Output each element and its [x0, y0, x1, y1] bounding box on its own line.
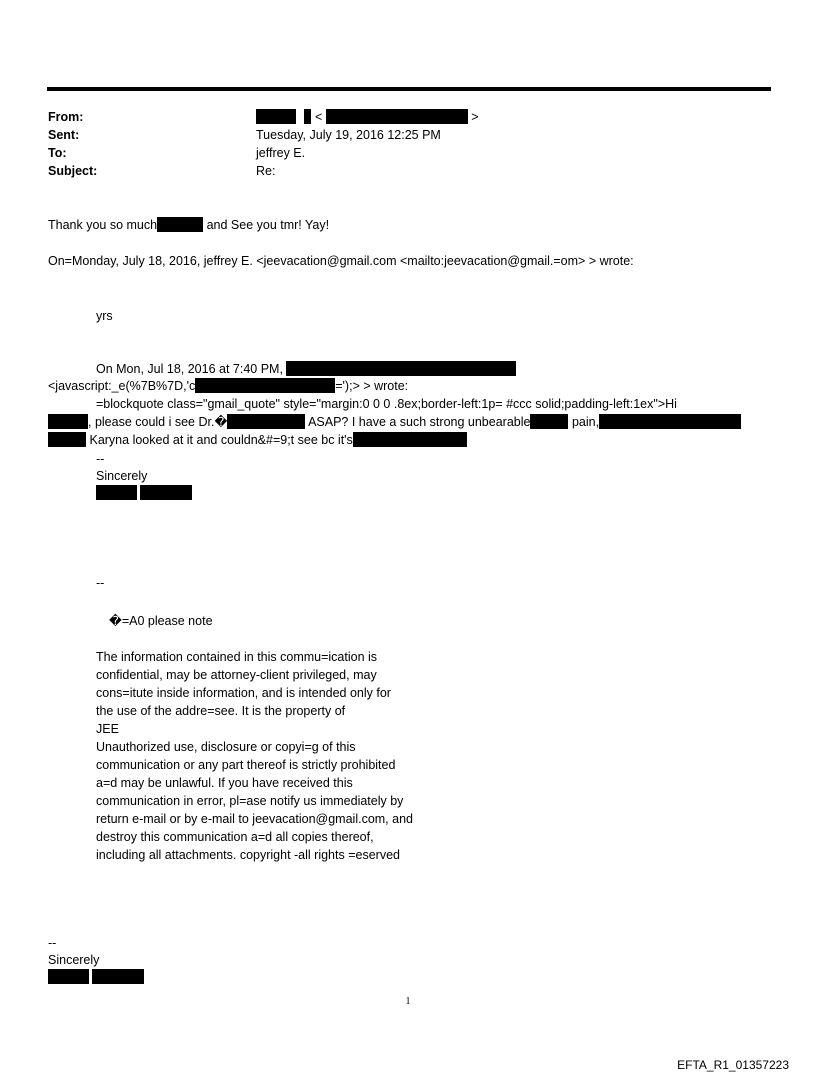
footer-sincerely: Sincerely: [48, 953, 100, 967]
thanks-text-a: Thank you so much: [48, 218, 158, 232]
redaction: [530, 414, 568, 429]
disclaimer-line: the use of the addre=see. It is the property of: [96, 704, 346, 718]
redaction: [195, 378, 335, 393]
yrs-text: yrs: [96, 309, 113, 323]
disclaimer-line: JEE: [96, 722, 119, 736]
javascript-text-b: =');> > wrote:: [335, 379, 409, 393]
redaction: [599, 414, 741, 429]
redaction: [256, 109, 296, 124]
page-number: 1: [405, 996, 411, 1007]
redaction: [304, 109, 311, 124]
disclaimer-line: communication in error, pl=ase notify us immediately by: [96, 794, 404, 808]
to-label: To:: [48, 146, 67, 160]
thanks-line: [48, 217, 329, 233]
redaction: [157, 217, 203, 232]
to-value: jeffrey E.: [256, 146, 306, 160]
redaction: [227, 414, 305, 429]
on-line: On=Monday, July 18, 2016, jeffrey E. <jeevacation@gmail.com <mailto:jeevacation@gmail.=om> > wrote:: [48, 254, 634, 268]
disclaimer-line: a=d may be unlawful. If you have received this: [96, 776, 353, 790]
disclaimer-line: The information contained in this commu=ication is: [96, 650, 378, 664]
disclaimer-line: confidential, may be attorney-client privileged, may: [96, 668, 377, 682]
redaction: [48, 414, 88, 429]
on-mon-line: [96, 361, 516, 377]
redaction: [48, 969, 89, 984]
redaction: [140, 485, 192, 500]
disclaimer-line: including all attachments. copyright -all rights =eserved: [96, 848, 400, 862]
javascript-text-a: <javascript:_e(%7B%7D,'c: [48, 379, 196, 393]
sent-value: Tuesday, July 19, 2016 12:25 PM: [256, 128, 441, 142]
thanks-text-b: and See you tmr! Yay!: [206, 218, 330, 232]
karyna-line: [48, 432, 467, 448]
header-rule: [47, 87, 771, 91]
from-lt: <: [314, 110, 323, 124]
from-gt: >: [471, 110, 479, 124]
footer-dash: --: [48, 936, 57, 950]
redaction: [48, 432, 86, 447]
redaction: [92, 969, 144, 984]
quote-sincerely: Sincerely: [96, 469, 148, 483]
subject-label: Subject:: [48, 164, 98, 178]
footer-id: EFTA_R1_01357223: [677, 1058, 789, 1072]
from-value: [256, 109, 479, 125]
sent-label: Sent:: [48, 128, 80, 142]
separator-dash: --: [96, 576, 105, 590]
on-mon-text: On Mon, Jul 18, 2016 at 7:40 PM,: [96, 362, 283, 376]
from-label: From:: [48, 110, 84, 124]
redaction: [96, 485, 137, 500]
javascript-line: [48, 378, 408, 394]
please-text-c: pain,: [571, 415, 600, 429]
blockquote-line: =blockquote class="gmail_quote" style="margin:0 0 0 .8ex;border-left:1p= #ccc solid;padding-left:1ex">Hi: [96, 397, 677, 411]
disclaimer-line: destroy this communication a=d all copies thereof,: [96, 830, 374, 844]
disclaimer-line: return e-mail or by e-mail to jeevacation@gmail.com, and: [96, 812, 413, 826]
please-text-b: ASAP? I have a such strong unbearable: [308, 415, 531, 429]
disclaimer-line: Unauthorized use, disclosure or copyi=g of this: [96, 740, 356, 754]
disclaimer-line: cons=itute inside information, and is intended only for: [96, 686, 391, 700]
subject-value: Re:: [256, 164, 276, 178]
footer-signature: [48, 969, 144, 985]
quote-dash: --: [96, 452, 105, 466]
please-note: �=A0 please note: [109, 614, 213, 628]
redaction: [286, 361, 516, 376]
quote-signature: [96, 485, 192, 501]
redaction: [326, 109, 468, 124]
karyna-text: Karyna looked at it and couldn&#=9;t see bc it's: [89, 433, 353, 447]
please-text-a: , please could i see Dr.�: [88, 415, 228, 429]
please-line: [48, 414, 741, 430]
redaction: [353, 432, 467, 447]
disclaimer-line: communication or any part thereof is strictly prohibited: [96, 758, 396, 772]
